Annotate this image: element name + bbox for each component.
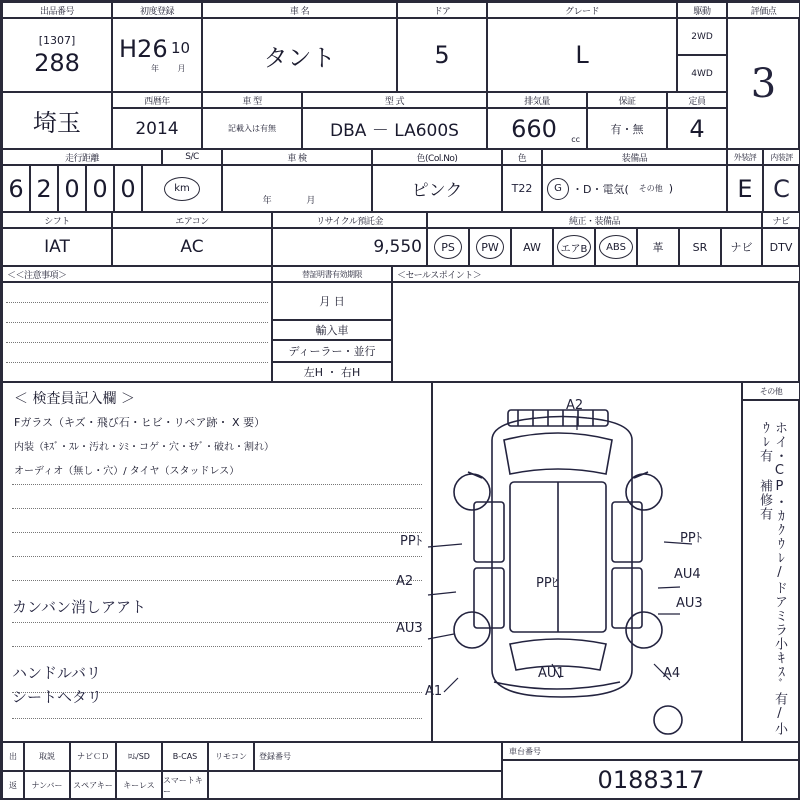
displacement-unit: cc bbox=[571, 135, 580, 144]
footer-spare-key-label: スペアキー bbox=[73, 781, 113, 790]
label-first-reg: 初度登録 bbox=[139, 6, 174, 17]
year-value: 2014 bbox=[135, 118, 179, 139]
badge-dtv-label: DTV bbox=[769, 240, 793, 254]
color-cell bbox=[372, 165, 502, 212]
footer-registration-label: 登録番号 bbox=[259, 752, 291, 761]
mileage-digit-4 bbox=[86, 165, 114, 212]
mileage-digit-3-value: 0 bbox=[64, 174, 80, 203]
inspector-rule-6 bbox=[12, 622, 422, 623]
exterior-value: E bbox=[737, 174, 753, 203]
footer-bcas-label: B-CAS bbox=[172, 752, 198, 761]
header-replace-cert bbox=[272, 266, 392, 282]
badge-abs bbox=[595, 228, 637, 266]
label-sales-point: ＜セールスポイント＞ bbox=[397, 270, 482, 281]
year-cell bbox=[112, 108, 202, 149]
equipment-cell bbox=[542, 165, 727, 212]
grade-value: L bbox=[575, 41, 589, 69]
notes-line-3 bbox=[6, 342, 268, 343]
handed-value: 左H ・ 右H bbox=[303, 366, 361, 379]
header-color bbox=[372, 149, 502, 165]
label-options: 純正・装備品 bbox=[568, 216, 620, 227]
label-notes: ＜＜注意事項＞ bbox=[7, 270, 67, 281]
region-cell bbox=[2, 92, 112, 149]
carname-cell bbox=[202, 18, 397, 92]
inspector-rule-7 bbox=[12, 646, 422, 647]
label-capacity: 定員 bbox=[688, 96, 706, 107]
footer-smart-key-cell bbox=[162, 771, 208, 800]
drive-4wd-label: 4WD bbox=[691, 68, 713, 79]
diagram-label-ppt-left: PPﾄ bbox=[400, 534, 423, 549]
badge-sr-label: SR bbox=[692, 240, 708, 254]
label-exhibit-no: 出品番号 bbox=[39, 6, 74, 17]
header-displacement bbox=[487, 92, 587, 108]
header-shift bbox=[2, 212, 112, 228]
footer-remote-cell bbox=[208, 742, 254, 771]
label-door: ドア bbox=[433, 6, 451, 17]
first-reg-month: 10 bbox=[171, 39, 191, 57]
first-reg-sub: 年 月 bbox=[151, 64, 194, 73]
label-color: 色(Col.No) bbox=[416, 153, 458, 164]
notes-line-4 bbox=[6, 362, 268, 363]
mileage-digit-5 bbox=[114, 165, 142, 212]
region-value: 埼玉 bbox=[33, 109, 81, 137]
label-drive: 駆動 bbox=[693, 6, 711, 17]
import-label: 輸入車 bbox=[315, 324, 349, 337]
door-value: 5 bbox=[434, 41, 450, 69]
right-note-header bbox=[742, 382, 800, 400]
label-shift: シフト bbox=[44, 216, 70, 227]
diagram-label-au1: AU1 bbox=[538, 666, 565, 681]
notes-line-2 bbox=[6, 322, 268, 323]
right-note-cell bbox=[742, 400, 800, 742]
right-note-text: ホイ・CP・ｶｸｳﾚ/ドアミラ小ｷｽﾞ有/小ｳﾚ有 補修有 bbox=[757, 421, 787, 736]
badge-ps bbox=[427, 228, 469, 266]
badge-abs-label: ABS bbox=[599, 235, 633, 259]
drive-4wd-cell bbox=[677, 55, 727, 92]
header-door bbox=[397, 2, 487, 18]
diagram-label-au3-left: AU3 bbox=[396, 621, 423, 636]
replace-date-cell bbox=[272, 282, 392, 320]
footer-keyless-label: キーレス bbox=[123, 781, 155, 790]
sales-point-cell bbox=[392, 282, 800, 382]
model-value: DBA － LA600S bbox=[330, 121, 459, 141]
label-interior: 内装評 bbox=[770, 152, 793, 162]
header-model bbox=[302, 92, 487, 108]
badge-aw bbox=[511, 228, 553, 266]
label-year: 西暦年 bbox=[144, 96, 170, 107]
interior-cell bbox=[763, 165, 800, 212]
label-warranty: 保証 bbox=[618, 96, 636, 107]
header-equipment bbox=[542, 149, 727, 165]
footer-out-cell bbox=[2, 742, 24, 771]
header-inspection bbox=[222, 149, 372, 165]
footer-return-label: 返 bbox=[9, 781, 17, 790]
inspection-sub: 年 月 bbox=[262, 196, 332, 206]
label-shape: 車 型 bbox=[242, 96, 262, 107]
door-cell bbox=[397, 18, 487, 92]
diagram-label-a2-left: A2 bbox=[396, 574, 414, 589]
diagram-label-au3-right: AU3 bbox=[676, 596, 703, 611]
header-recycle bbox=[272, 212, 427, 228]
dealer-cell bbox=[272, 340, 392, 362]
ac-value: AC bbox=[180, 237, 204, 257]
replace-date-value: 月 日 bbox=[319, 295, 345, 308]
footer-bcas-cell bbox=[162, 742, 208, 771]
header-first-reg bbox=[112, 2, 202, 18]
inspector-line-1: Fガラス（キズ・飛び石・ヒビ・リペア跡・ X 要） bbox=[14, 416, 266, 429]
displacement-cell bbox=[487, 108, 587, 149]
header-ac bbox=[112, 212, 272, 228]
label-mileage: 走行距離 bbox=[64, 153, 99, 164]
footer-remote-label: リモコン bbox=[215, 752, 247, 761]
exhibit-no-bracket: [1307] bbox=[38, 33, 76, 47]
inspector-rule-5 bbox=[12, 580, 422, 581]
header-score bbox=[727, 2, 800, 18]
warranty-cell bbox=[587, 108, 667, 149]
header-nav bbox=[762, 212, 800, 228]
header-grade bbox=[487, 2, 677, 18]
header-notes bbox=[2, 266, 272, 282]
diagram-label-a2-top: A2 bbox=[566, 398, 584, 413]
mileage-digit-4-value: 0 bbox=[92, 174, 108, 203]
first-reg-cell bbox=[112, 18, 202, 92]
footer-serial-value: 0188317 bbox=[597, 766, 705, 794]
header-warranty bbox=[587, 92, 667, 108]
warranty-value: 有・無 bbox=[610, 122, 644, 136]
badge-leather-label: 革 bbox=[652, 241, 664, 254]
equipment-other: その他 bbox=[638, 184, 663, 193]
footer-registration-cell bbox=[254, 742, 502, 771]
colorno-value: T22 bbox=[511, 182, 533, 195]
capacity-cell bbox=[667, 108, 727, 149]
header-exhibit-no bbox=[2, 2, 112, 18]
footer-smart-key-label: スマートキー bbox=[163, 775, 203, 796]
notes-line-1 bbox=[6, 302, 268, 303]
footer-manual-cell bbox=[24, 742, 70, 771]
footer-manual-label: 取説 bbox=[39, 752, 55, 761]
exterior-cell bbox=[727, 165, 763, 212]
score-value: 3 bbox=[750, 60, 777, 107]
shift-value: IAT bbox=[44, 237, 70, 257]
header-capacity bbox=[667, 92, 727, 108]
colorno-cell bbox=[502, 165, 542, 212]
color-value: ピンク bbox=[411, 181, 463, 201]
notes-cell bbox=[2, 282, 272, 382]
diagram-label-ppt-center: PPﾋ bbox=[536, 576, 559, 591]
mileage-digit-1-value: 6 bbox=[8, 174, 24, 203]
badge-navi-label: ナビ bbox=[730, 241, 753, 254]
label-ac: エアコン bbox=[175, 216, 209, 227]
inspection-cell bbox=[222, 165, 372, 212]
footer-out-label: 出 bbox=[9, 752, 17, 761]
diagram-label-a1: A1 bbox=[425, 684, 443, 699]
badge-aw-label: AW bbox=[523, 240, 541, 254]
diagram-label-ppt-right: PPﾄ bbox=[680, 531, 703, 546]
inspector-rule-4 bbox=[12, 556, 422, 557]
inspector-rule-2 bbox=[12, 508, 422, 509]
label-displacement: 排気量 bbox=[524, 96, 550, 107]
exhibit-no-value: 288 bbox=[34, 48, 80, 77]
inspector-handwriting-2: ハンドルバリ bbox=[12, 664, 101, 682]
label-score: 評価点 bbox=[750, 6, 777, 17]
mileage-digit-2 bbox=[30, 165, 58, 212]
header-mileage bbox=[2, 149, 162, 165]
header-carname bbox=[202, 2, 397, 18]
footer-navi-cd-cell bbox=[70, 742, 116, 771]
badge-navi bbox=[721, 228, 762, 266]
footer-serial-header bbox=[502, 742, 800, 760]
shape-cell bbox=[202, 108, 302, 149]
first-reg-era: H26 bbox=[119, 35, 168, 63]
inspector-title: ＜ 検査員記入欄 ＞ bbox=[14, 391, 135, 407]
equipment-text-visible: ・D・電気( bbox=[572, 182, 629, 196]
grade-cell bbox=[487, 18, 677, 92]
header-year bbox=[112, 92, 202, 108]
badge-airbag bbox=[553, 228, 595, 266]
car-diagram bbox=[432, 382, 742, 742]
header-drive bbox=[677, 2, 727, 18]
exhibit-no-cell bbox=[2, 18, 112, 92]
header-shape bbox=[202, 92, 302, 108]
badge-sr bbox=[679, 228, 721, 266]
header-sc bbox=[162, 149, 222, 165]
handed-cell bbox=[272, 362, 392, 382]
equipment-close: ) bbox=[668, 182, 674, 195]
badge-pw bbox=[469, 228, 511, 266]
header-exterior bbox=[727, 149, 763, 165]
drive-2wd-label: 2WD bbox=[691, 31, 713, 42]
mileage-unit-cell bbox=[142, 165, 222, 212]
inspector-line-3: オーディオ（無し・穴）/ タイヤ（スタッドレス） bbox=[14, 466, 240, 477]
capacity-value: 4 bbox=[689, 114, 705, 143]
inspector-rule-1 bbox=[12, 484, 422, 485]
header-colorno bbox=[502, 149, 542, 165]
header-sales-point bbox=[392, 266, 800, 282]
model-cell bbox=[302, 108, 487, 149]
mileage-digit-3 bbox=[58, 165, 86, 212]
footer-rom-sd-cell bbox=[116, 742, 162, 771]
drive-2wd-cell bbox=[677, 18, 727, 55]
carname-value: タント bbox=[263, 43, 336, 72]
label-carname: 車 名 bbox=[289, 6, 310, 17]
displacement-value: 660 bbox=[511, 114, 557, 143]
km-unit-badge: km bbox=[164, 177, 200, 201]
shift-cell bbox=[2, 228, 112, 266]
footer-number-label: ナンバー bbox=[31, 781, 63, 790]
label-colorno: 色 bbox=[517, 153, 527, 164]
inspector-rule-3 bbox=[12, 532, 422, 533]
mileage-digit-1 bbox=[2, 165, 30, 212]
import-label-cell bbox=[272, 320, 392, 340]
badge-pw-label: PW bbox=[476, 235, 504, 259]
footer-serial-cell bbox=[502, 760, 800, 800]
label-equipment: 装備品 bbox=[621, 153, 648, 164]
label-grade: グレード bbox=[564, 6, 599, 17]
diagram-label-a4: A4 bbox=[663, 666, 681, 681]
label-model: 型 式 bbox=[384, 96, 405, 107]
badge-dtv bbox=[762, 228, 800, 266]
header-options bbox=[427, 212, 762, 228]
shape-note: 記載入は有無 bbox=[228, 124, 276, 133]
header-interior bbox=[763, 149, 800, 165]
recycle-value: 9,550 bbox=[373, 237, 422, 257]
label-exterior: 外装評 bbox=[733, 152, 757, 162]
footer-blank-cell bbox=[208, 771, 502, 800]
ac-cell bbox=[112, 228, 272, 266]
badge-airbag-label: エアB bbox=[557, 235, 591, 259]
footer-navi-cd-label: ナビＣＤ bbox=[77, 752, 109, 761]
footer-number-cell bbox=[24, 771, 70, 800]
footer-serial-label: 車台番号 bbox=[509, 746, 541, 756]
score-cell bbox=[727, 18, 800, 149]
inspector-handwriting-1: カンバン消しアアト bbox=[12, 598, 146, 616]
label-recycle: リサイクル預託金 bbox=[316, 216, 383, 227]
badge-leather bbox=[637, 228, 679, 266]
footer-spare-key-cell bbox=[70, 771, 116, 800]
mileage-digit-5-value: 0 bbox=[120, 174, 136, 203]
label-inspection: 車 検 bbox=[287, 153, 307, 164]
right-note-header-label: その他 bbox=[759, 386, 783, 396]
inspector-handwriting-3: シートヘタリ bbox=[12, 688, 103, 706]
footer-rom-sd-label: ﾛﾑ/SD bbox=[128, 752, 150, 761]
label-nav: ナビ bbox=[772, 216, 790, 227]
recycle-cell bbox=[272, 228, 427, 266]
mileage-digit-2-value: 2 bbox=[36, 174, 52, 203]
interior-value: C bbox=[773, 174, 790, 203]
footer-keyless-cell bbox=[116, 771, 162, 800]
diagram-label-au4: AU4 bbox=[674, 567, 701, 582]
inspector-rule-9 bbox=[12, 718, 422, 719]
dealer-value: ディーラー・並行 bbox=[288, 345, 376, 358]
label-sc: S/C bbox=[185, 152, 199, 162]
badge-ps-label: PS bbox=[434, 235, 462, 259]
label-replace-cert: 替証明書有効期限 bbox=[302, 269, 362, 279]
g-badge: G bbox=[547, 178, 569, 200]
footer-return-cell bbox=[2, 771, 24, 800]
inspector-line-2: 内装（ｷｽﾞ・ｽﾚ・汚れ・ｼﾐ・コゲ・穴・ﾓｹﾞ・破れ・割れ） bbox=[14, 442, 274, 453]
